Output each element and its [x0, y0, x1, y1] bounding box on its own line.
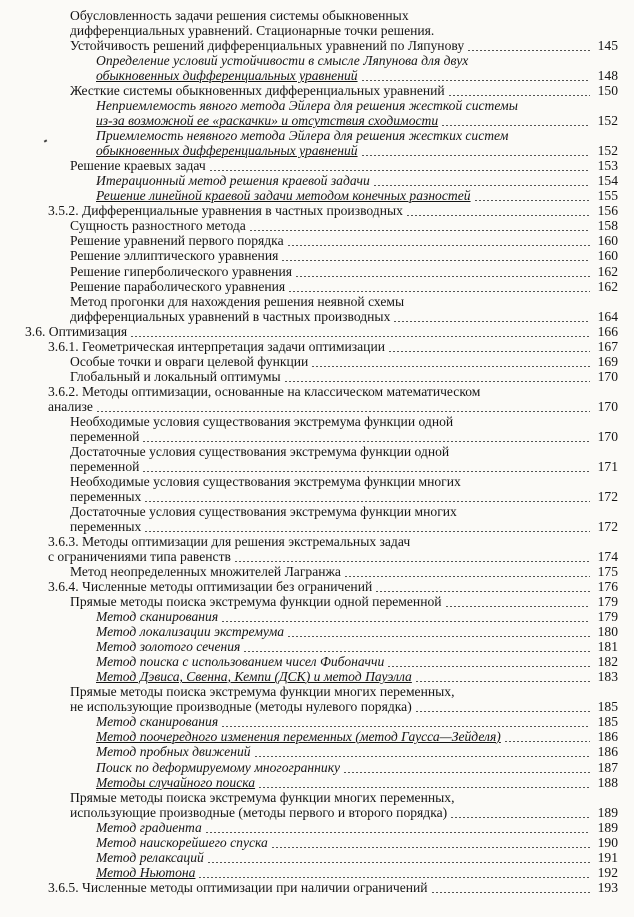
- toc-entry: [0, 384, 634, 400]
- toc-page-number: 167: [597, 339, 618, 354]
- toc-entry: [0, 248, 634, 264]
- toc-entry-title: Решение уравнений первого порядка: [70, 233, 284, 248]
- toc-entry: [0, 188, 634, 204]
- toc-page-number: 160: [597, 233, 618, 248]
- toc-entry-title: Итерационный метод решения краевой задачи: [96, 173, 370, 188]
- toc-page-number: 169: [597, 354, 618, 369]
- toc-page-number: 150: [597, 83, 618, 98]
- toc-entry: [0, 83, 634, 99]
- leader-dots: [221, 621, 590, 622]
- leader-dots: [287, 245, 590, 246]
- toc-page-number: 172: [597, 519, 618, 534]
- toc-entry-title: Метод неопределенных множителей Лагранжа: [70, 564, 341, 579]
- toc-entry-title: Необходимые условия существования экстремума функции одной: [70, 414, 454, 429]
- leader-dots: [288, 291, 590, 292]
- toc-entry-title: Метод релаксаций: [96, 850, 204, 865]
- toc-page-number: 170: [597, 399, 618, 414]
- leader-dots: [287, 636, 590, 637]
- toc-page-number: 170: [597, 429, 618, 444]
- toc-entry: [0, 519, 634, 535]
- toc-page-number: 185: [597, 714, 618, 729]
- leader-dots: [295, 276, 590, 277]
- toc-entry-title: Решение эллиптического уравнения: [70, 248, 279, 263]
- toc-entry: [0, 158, 634, 174]
- toc-entry-title: переменных: [70, 519, 142, 534]
- toc-entry-title: Прямые методы поиска экстремума функции одной переменной: [70, 594, 442, 609]
- toc-entry-title: Глобальный и локальный оптимумы: [70, 369, 281, 384]
- toc-entry-title: Метод сканирования: [96, 714, 219, 729]
- toc-entry-title: дифференциальных уравнений в частных производных: [70, 309, 391, 324]
- toc-entry: [0, 624, 634, 640]
- toc-entry: [0, 399, 634, 415]
- leader-dots: [205, 832, 590, 833]
- toc-entry: [0, 579, 634, 595]
- toc-entry: [0, 23, 634, 39]
- toc-entry: [0, 474, 634, 490]
- toc-entry-title: дифференциальных уравнений. Стационарные точки решения.: [70, 23, 435, 38]
- toc-page-number: 187: [597, 760, 618, 775]
- leader-dots: [311, 366, 590, 367]
- toc-entry: [0, 53, 634, 69]
- leader-dots: [284, 381, 590, 382]
- leader-dots: [258, 787, 590, 788]
- toc-page-number: 186: [597, 729, 618, 744]
- leader-dots: [361, 155, 590, 156]
- toc-page-number: 172: [597, 489, 618, 504]
- toc-entry: [0, 414, 634, 430]
- toc-entry: [0, 68, 634, 84]
- toc-entry: [0, 684, 634, 700]
- toc-entry-title: 3.6.3. Методы оптимизации для решения экстремальных задач: [48, 534, 411, 549]
- leader-dots: [130, 336, 590, 337]
- toc-entry-title: Жесткие системы обыкновенных дифференциальных уравнений: [70, 83, 445, 98]
- toc-entry: [0, 744, 634, 760]
- toc-entry-title: Прямые методы поиска экстремума функции многих переменных,: [70, 684, 455, 699]
- leader-dots: [474, 200, 590, 201]
- toc-entry-title: Обусловленность задачи решения системы обыкновенных: [70, 8, 409, 23]
- leader-dots: [254, 756, 590, 757]
- toc-entry-title: 3.6.5. Численные методы оптимизации при наличии ограничений: [48, 880, 428, 895]
- toc-entry-title: Решение линейной краевой задачи методом конечных разностей: [96, 188, 471, 203]
- leader-dots: [375, 591, 590, 592]
- leader-dots: [271, 847, 590, 848]
- leader-dots: [142, 471, 590, 472]
- leader-dots: [343, 772, 590, 773]
- toc-entry: [0, 835, 634, 851]
- leader-dots: [234, 561, 590, 562]
- toc-entry-title: Метод сканирования: [96, 609, 219, 624]
- toc-entry: [0, 850, 634, 866]
- toc-entry: [0, 339, 634, 355]
- toc-entry: [0, 444, 634, 460]
- toc-entry: [0, 309, 634, 325]
- toc-page-number: 152: [597, 143, 618, 158]
- toc-entry-title: Достаточные условия существования экстремума функции многих: [70, 504, 457, 519]
- toc-entry: [0, 369, 634, 385]
- toc-entry: [0, 173, 634, 189]
- toc-entry-title: Метод Ньютона: [96, 865, 196, 880]
- toc-entry: [0, 775, 634, 791]
- toc-entry: [0, 534, 634, 550]
- leader-dots: [198, 877, 590, 878]
- leader-dots: [387, 666, 590, 667]
- leader-dots: [207, 862, 590, 863]
- toc-entry: [0, 218, 634, 234]
- toc-entry: [0, 429, 634, 445]
- leader-dots: [96, 411, 590, 412]
- toc-entry-title: с ограничениями типа равенств: [48, 549, 231, 564]
- leader-dots: [144, 531, 590, 532]
- toc-entry-title: переменной: [70, 459, 140, 474]
- toc-entry-title: Особые точки и овраги целевой функции: [70, 354, 309, 369]
- toc-entry: [0, 729, 634, 745]
- leader-dots: [361, 80, 590, 81]
- toc-entry: [0, 143, 634, 159]
- toc-entry-title: Метод золотого сечения: [96, 639, 241, 654]
- toc-entry-title: Устойчивость решений дифференциальных уравнений по Ляпунову: [70, 38, 465, 53]
- leader-dots: [393, 321, 590, 322]
- toc-entry: [0, 459, 634, 475]
- toc-entry: [0, 504, 634, 520]
- toc-page-number: 189: [597, 805, 618, 820]
- leader-dots: [243, 651, 590, 652]
- leader-dots: [344, 576, 590, 577]
- toc-entry-title: переменных: [70, 489, 142, 504]
- toc-page-number: 153: [597, 158, 618, 173]
- leader-dots: [415, 681, 590, 682]
- toc-page-number: 191: [597, 850, 618, 865]
- toc-entry: [0, 98, 634, 114]
- toc-entry: [0, 609, 634, 625]
- toc-page-number: 179: [597, 594, 618, 609]
- leader-dots: [373, 185, 590, 186]
- toc-page-number: 171: [597, 459, 618, 474]
- toc-page-number: 190: [597, 835, 618, 850]
- toc-entry-title: Решение гиперболического уравнения: [70, 264, 292, 279]
- toc-entry-title: анализе: [48, 399, 93, 414]
- toc-page-number: 189: [597, 820, 618, 835]
- leader-dots: [388, 351, 590, 352]
- toc-page-number: 180: [597, 624, 618, 639]
- toc-entry: [0, 38, 634, 54]
- toc-page-number: 174: [597, 549, 618, 564]
- toc-page-number: 162: [597, 264, 618, 279]
- leader-dots: [142, 441, 590, 442]
- toc-entry: [0, 820, 634, 836]
- toc-page-number: 166: [597, 324, 618, 339]
- toc-entry: [0, 865, 634, 881]
- leader-dots: [445, 606, 590, 607]
- leader-dots: [406, 215, 590, 216]
- toc-entry-title: Решение краевых задач: [70, 158, 206, 173]
- toc-entry: [0, 880, 634, 896]
- toc-entry-title: Неприемлемость явного метода Эйлера для решения жесткой системы: [96, 98, 518, 113]
- toc-page-number: 193: [597, 880, 618, 895]
- toc-entry-title: переменной: [70, 429, 140, 444]
- toc-page-number: 192: [597, 865, 618, 880]
- toc-entry: [0, 324, 634, 340]
- toc-entry: [0, 354, 634, 370]
- toc-entry-title: 3.5.2. Дифференциальные уравнения в частных производных: [48, 203, 403, 218]
- toc-entry: [0, 805, 634, 821]
- toc-page-number: 186: [597, 744, 618, 759]
- toc-entry-title: из-за возможной ее «раскачки» и отсутствия сходимости: [96, 113, 439, 128]
- toc-entry-title: Метод поиска с использованием чисел Фибоначчи: [96, 654, 385, 669]
- toc-entry-title: Поиск по деформируемому многограннику: [96, 760, 341, 775]
- toc-page-number: 158: [597, 218, 618, 233]
- toc-entry-title: 3.6. Оптимизация: [25, 324, 128, 339]
- toc-entry-title: Метод наискорейшего спуска: [96, 835, 268, 850]
- toc-entry: [0, 564, 634, 580]
- toc-page-number: 188: [597, 775, 618, 790]
- toc-entry-title: Сущность разностного метода: [70, 218, 246, 233]
- toc-entry-title: Приемлемость неявного метода Эйлера для решения жестких систем: [96, 128, 509, 143]
- leader-dots: [209, 170, 590, 171]
- toc-page-number: 181: [597, 639, 618, 654]
- toc-entry: [0, 294, 634, 310]
- leader-dots: [450, 817, 590, 818]
- leader-dots: [431, 892, 590, 893]
- toc-entry-title: Необходимые условия существования экстремума функции многих: [70, 474, 461, 489]
- leader-dots: [504, 741, 590, 742]
- toc-entry: [0, 489, 634, 505]
- toc-page-number: 145: [597, 38, 618, 53]
- toc-page-number: 185: [597, 699, 618, 714]
- toc-page-number: 154: [597, 173, 618, 188]
- toc-entry-title: не использующие производные (методы нулевого порядка): [70, 699, 412, 714]
- toc-entry-title: обыкновенных дифференциальных уравнений: [96, 143, 358, 158]
- toc-entry-title: Достаточные условия существования экстремума функции одной: [70, 444, 450, 459]
- toc-entry-title: Метод поочередного изменения переменных (метод Гаусса—Зейделя): [96, 729, 501, 744]
- toc-entry-title: Метод градиента: [96, 820, 202, 835]
- toc-entry: [0, 699, 634, 715]
- toc-entry-title: 3.6.2. Методы оптимизации, основанные на классическом математическом: [48, 384, 481, 399]
- leader-dots: [448, 95, 590, 96]
- toc-page-number: 175: [597, 564, 618, 579]
- leader-dots: [249, 230, 590, 231]
- toc-entry: [0, 669, 634, 685]
- toc-page-number: 152: [597, 113, 618, 128]
- toc-entry: [0, 549, 634, 565]
- toc-entry: [0, 639, 634, 655]
- toc-entry-title: Определение условий устойчивости в смысле Ляпунова для двух: [96, 53, 469, 68]
- toc-entry-title: 3.6.4. Численные методы оптимизации без ограничений: [48, 579, 373, 594]
- toc-entry: [0, 790, 634, 806]
- toc-entry-title: Решение параболического уравнения: [70, 279, 286, 294]
- toc-entry: [0, 594, 634, 610]
- toc-entry: [0, 264, 634, 280]
- toc-entry-title: Метод локализации экстремума: [96, 624, 285, 639]
- toc-page-number: 164: [597, 309, 618, 324]
- leader-dots: [441, 125, 590, 126]
- toc-entry: [0, 760, 634, 776]
- toc-page-number: 148: [597, 68, 618, 83]
- toc-entry: [0, 714, 634, 730]
- toc-entry-title: 3.6.1. Геометрическая интерпретация задачи оптимизации: [48, 339, 385, 354]
- toc-entry-title: Метод прогонки для нахождения решения неявной схемы: [70, 294, 405, 309]
- leader-dots: [467, 50, 590, 51]
- toc-entry-title: Методы случайного поиска: [96, 775, 256, 790]
- leader-dots: [415, 711, 590, 712]
- toc-page-number: 155: [597, 188, 618, 203]
- leader-dots: [281, 260, 590, 261]
- toc-entry: [0, 128, 634, 144]
- toc-page-number: 176: [597, 579, 618, 594]
- toc-page-number: 160: [597, 248, 618, 263]
- toc-entry: [0, 233, 634, 249]
- toc-entry-title: обыкновенных дифференциальных уравнений: [96, 68, 358, 83]
- leader-dots: [221, 726, 590, 727]
- toc-page-number: 170: [597, 369, 618, 384]
- toc-entry-title: использующие производные (методы первого и второго порядка): [70, 805, 448, 820]
- toc-entry-title: Метод пробных движений: [96, 744, 251, 759]
- toc-entry-title: Метод Дэвиса, Свенна, Кемпи (ДСК) и метод Пауэлла: [96, 669, 412, 684]
- toc-entry-title: Прямые методы поиска экстремума функции многих переменных,: [70, 790, 455, 805]
- toc-page-number: 162: [597, 279, 618, 294]
- leader-dots: [144, 501, 590, 502]
- toc-page-number: 182: [597, 654, 618, 669]
- toc-entry: [0, 8, 634, 24]
- toc-entry: [0, 654, 634, 670]
- toc-entry: [0, 279, 634, 295]
- toc-page-number: 179: [597, 609, 618, 624]
- toc-page-number: 156: [597, 203, 618, 218]
- toc-entry: [0, 113, 634, 129]
- toc-page-number: 183: [597, 669, 618, 684]
- toc-entry: [0, 203, 634, 219]
